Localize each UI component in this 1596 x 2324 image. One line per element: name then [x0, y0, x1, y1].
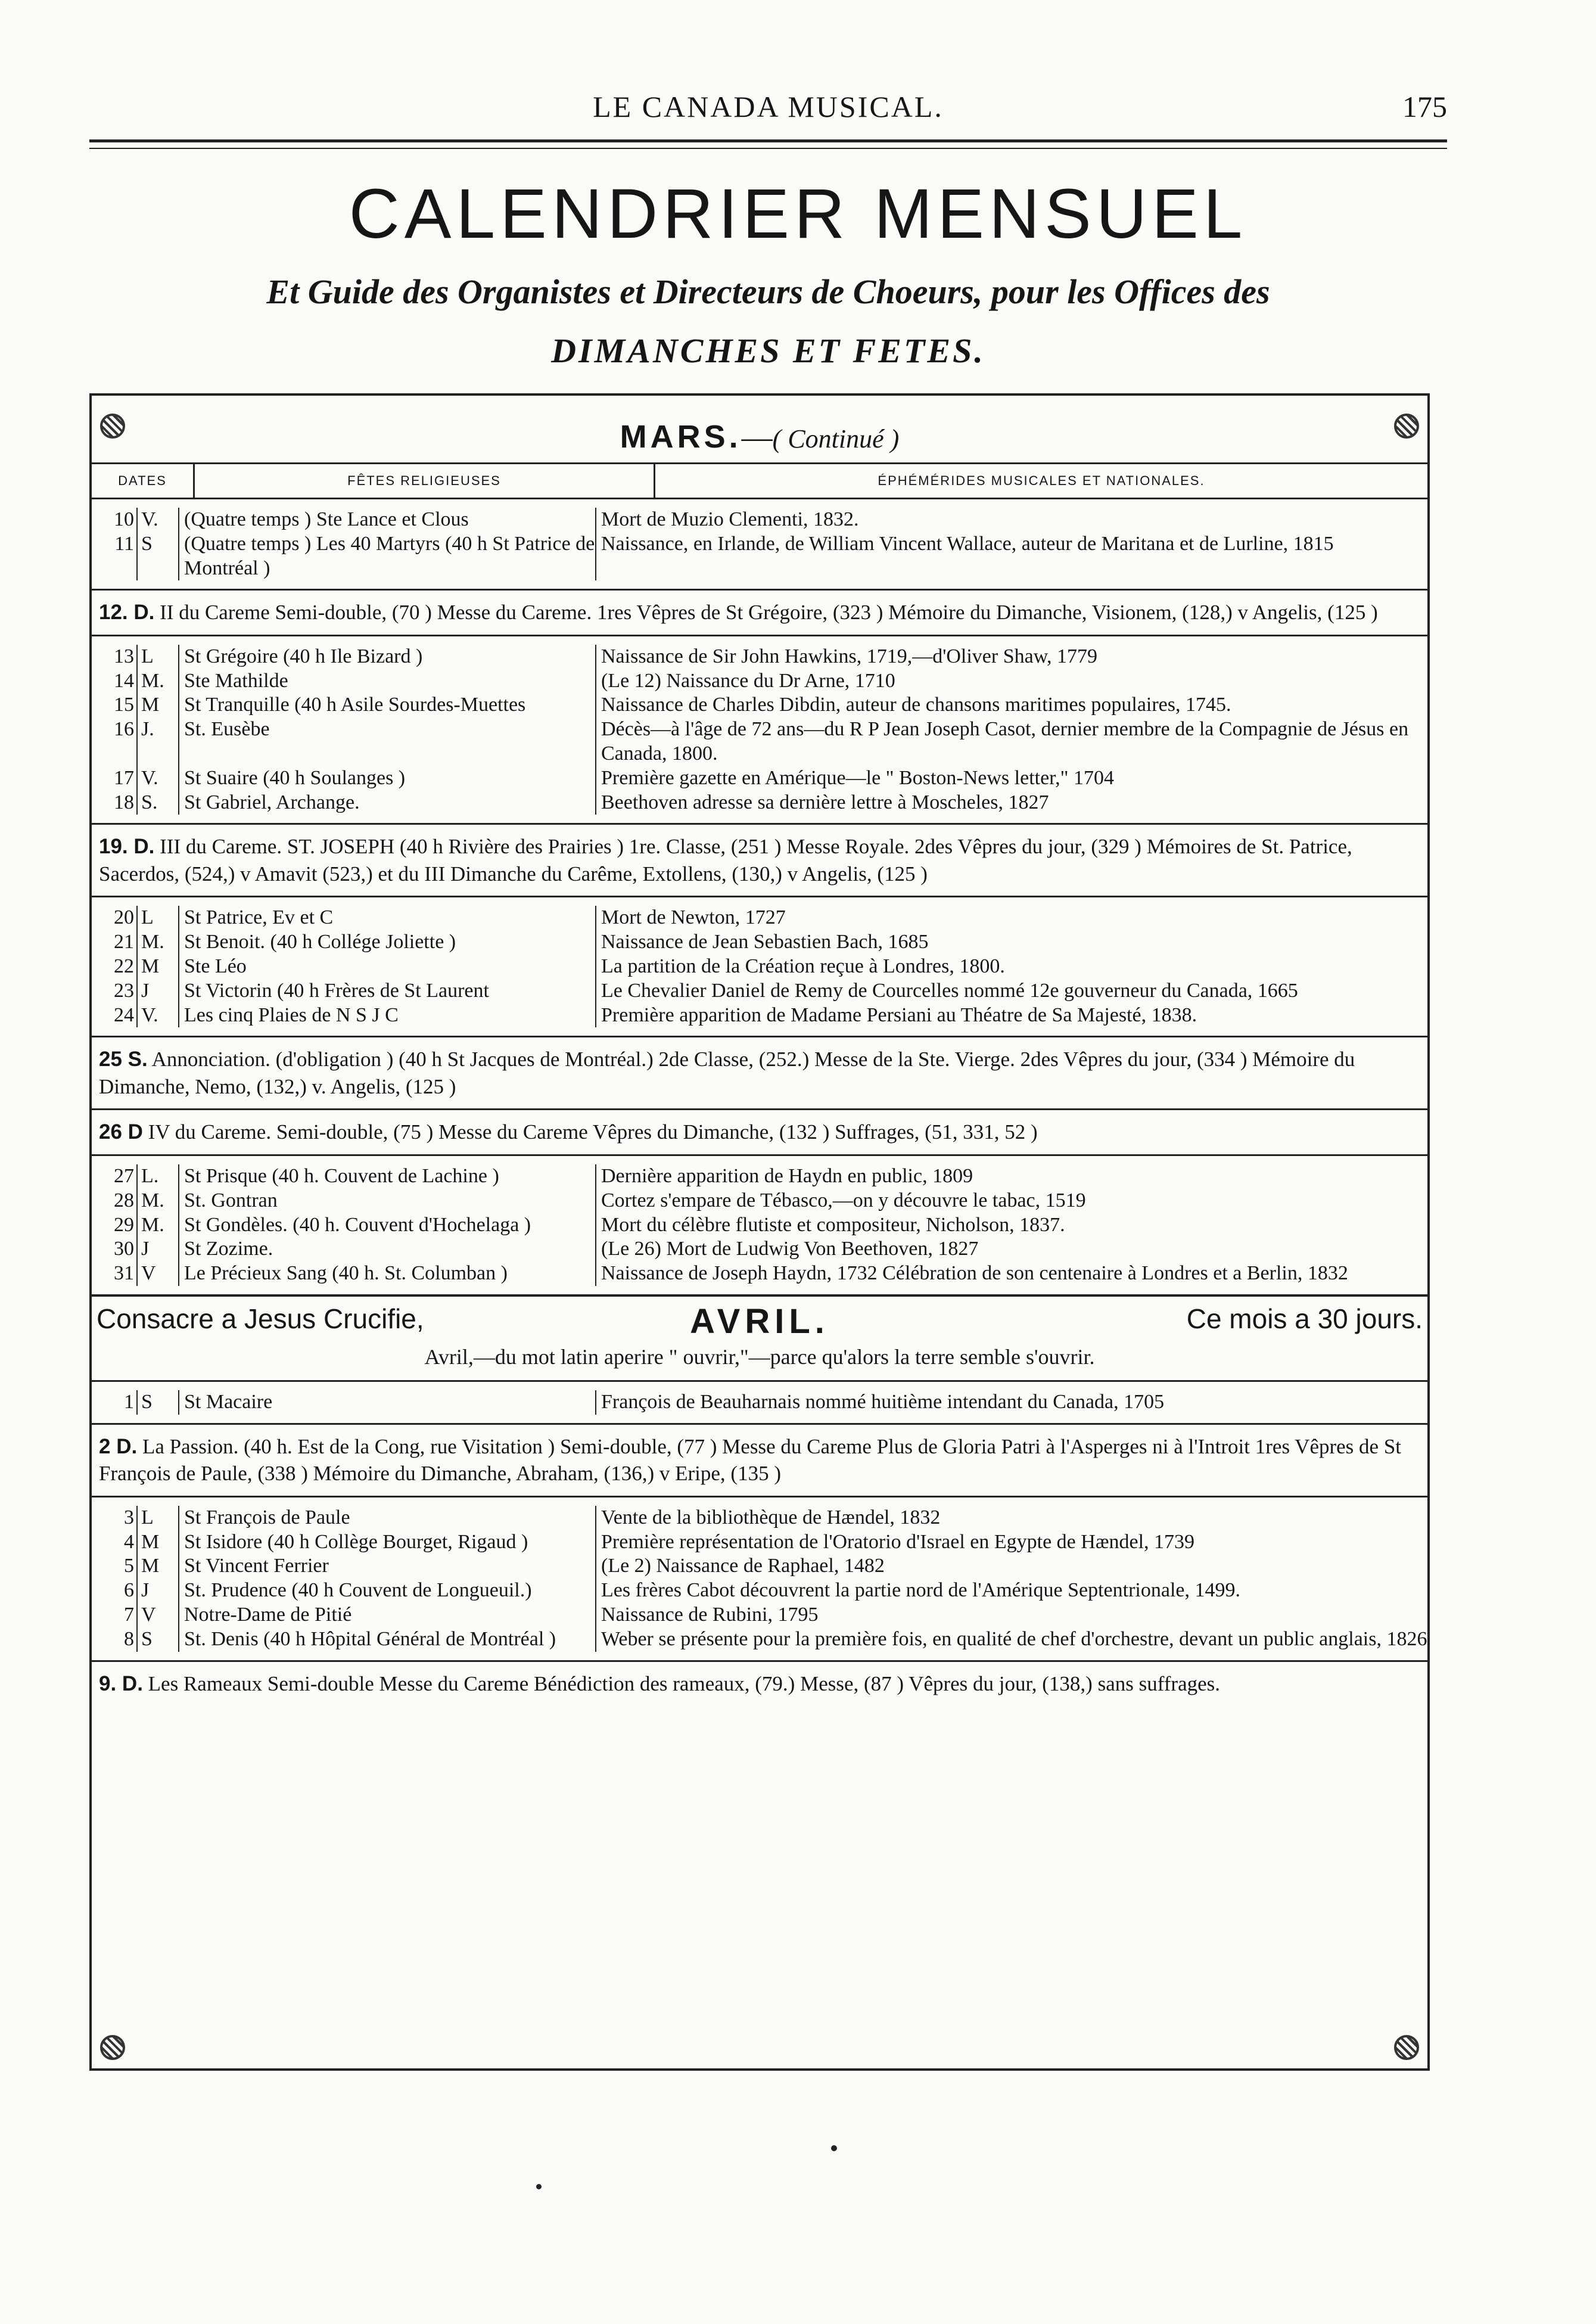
march-header — [92, 396, 1427, 464]
day-number: 17 — [114, 766, 134, 789]
sunday-entry — [92, 1660, 1427, 1706]
print-speck — [536, 2184, 542, 2189]
weekday: V. — [136, 508, 178, 532]
day-number: 18 — [114, 791, 134, 813]
col-header-ephemerides: ÉPHÉMÉRIDES MUSICALES ET NATIONALES. — [878, 473, 1205, 488]
ephemeris-note: Naissance de Charles Dibdin, auteur de chansons maritimes populaires, 1745. — [595, 693, 1427, 717]
sunday-line — [92, 1118, 1427, 1146]
weekday: S — [136, 532, 178, 581]
day-number: 29 — [114, 1213, 134, 1236]
calendar-row — [92, 693, 1427, 717]
march-entries — [92, 499, 1427, 1294]
weekday: V. — [136, 1003, 178, 1028]
religious-feast: Notre-Dame de Pitié — [178, 1603, 595, 1627]
weekday: S — [136, 1627, 178, 1652]
weekday: M — [136, 1554, 178, 1579]
day-number: 22 — [114, 955, 134, 978]
calendar-row — [92, 1554, 1427, 1579]
calendar-row — [92, 955, 1427, 979]
sunday-date: 26 D — [99, 1120, 143, 1144]
religious-feast: St Tranquille (40 h Asile Sourdes-Muettes — [178, 693, 595, 717]
ephemeris-note: Mort de Newton, 1727 — [595, 906, 1427, 930]
weekday-group — [92, 896, 1427, 1036]
sunday-office-text: IV du Careme. Semi-double, (75 ) Messe du Careme Vêpres du Dimanche, (132 ) Suffrages, (51, 331, 52 ) — [148, 1120, 1038, 1144]
calendar-row — [92, 1164, 1427, 1189]
calendar-row — [92, 1579, 1427, 1603]
ornament-icon — [100, 2035, 125, 2060]
calendar-row — [92, 1603, 1427, 1627]
ephemeris-note: Beethoven adresse sa dernière lettre à Moscheles, 1827 — [595, 791, 1427, 815]
religious-feast: St Patrice, Ev et C — [178, 906, 595, 930]
sunday-date: 19. D. — [99, 835, 155, 859]
calendar-row — [92, 791, 1427, 815]
religious-feast: St. Prudence (40 h Couvent de Longueuil.) — [178, 1579, 595, 1603]
day-number: 11 — [114, 532, 134, 555]
calendar-row — [92, 1627, 1427, 1652]
ephemeris-note: François de Beauharnais nommé huitième intendant du Canada, 1705 — [595, 1390, 1427, 1415]
day-number: 3 — [124, 1506, 134, 1528]
religious-feast: St Victorin (40 h Frères de St Laurent — [178, 979, 595, 1003]
header-rule-thin — [89, 148, 1447, 149]
running-title: LE CANADA MUSICAL. — [593, 90, 944, 123]
weekday: L — [136, 906, 178, 930]
religious-feast: Ste Léo — [178, 955, 595, 979]
col-header-fetes: FÊTES RELIGIEUSES — [195, 464, 655, 498]
day-number: 1 — [124, 1390, 134, 1413]
religious-feast: St Vincent Ferrier — [178, 1554, 595, 1579]
weekday: S — [136, 1390, 178, 1415]
calendar-row — [92, 1506, 1427, 1530]
sunday-entry — [92, 1108, 1427, 1154]
ephemeris-note: Première apparition de Madame Persiani au Théatre de Sa Majesté, 1838. — [595, 1003, 1427, 1028]
religious-feast: St Zozime. — [178, 1237, 595, 1262]
sunday-date: 12. D. — [99, 601, 155, 625]
religious-feast: St. Eusèbe — [178, 717, 595, 766]
ephemeris-note: Première représentation de l'Oratorio d'Israel en Egypte de Hændel, 1739 — [595, 1530, 1427, 1555]
religious-feast: Ste Mathilde — [178, 669, 595, 694]
april-entries — [92, 1382, 1427, 1705]
weekday: M. — [136, 1213, 178, 1238]
sunday-office-text: II du Careme Semi-double, (70 ) Messe du Careme. 1res Vêpres de St Grégoire, (323 ) Mémoire du Dimanche, Visionem, (128,) v Angelis, (125 ) — [160, 601, 1378, 625]
day-number: 20 — [114, 906, 134, 929]
weekday: V — [136, 1603, 178, 1627]
ephemeris-note: Mort du célèbre flutiste et compositeur, Nicholson, 1837. — [595, 1213, 1427, 1238]
sunday-line — [92, 1433, 1427, 1487]
weekday-group — [92, 635, 1427, 824]
religious-feast: St Macaire — [178, 1390, 595, 1415]
sunday-line — [92, 1046, 1427, 1100]
main-title: CALENDRIER MENSUEL — [349, 175, 1247, 253]
weekday: V — [136, 1262, 178, 1286]
religious-feast: St Prisque (40 h. Couvent de Lachine ) — [178, 1164, 595, 1189]
ephemeris-note: Naissance de Rubini, 1795 — [595, 1603, 1427, 1627]
day-number: 24 — [114, 1003, 134, 1026]
weekday: J — [136, 979, 178, 1003]
ephemeris-note: Naissance, en Irlande, de William Vincent Wallace, auteur de Maritana et de Lurline, 1815 — [595, 532, 1427, 581]
sunday-date: 9. D. — [99, 1671, 143, 1695]
day-number: 6 — [124, 1579, 134, 1602]
ephemeris-note: Naissance de Jean Sebastien Bach, 1685 — [595, 930, 1427, 955]
print-speck — [831, 2145, 837, 2151]
religious-feast: St Suaire (40 h Soulanges ) — [178, 766, 595, 791]
sunday-line — [92, 1670, 1427, 1698]
ephemeris-note: La partition de la Création reçue à Londres, 1800. — [595, 955, 1427, 979]
calendar-row — [92, 1390, 1427, 1415]
month-title-march: MARS. — [620, 419, 742, 455]
ephemeris-note: Les frères Cabot découvrent la partie nord de l'Amérique Septentrionale, 1499. — [595, 1579, 1427, 1603]
day-number: 14 — [114, 669, 134, 692]
ephemeris-note: Dernière apparition de Haydn en public, 1809 — [595, 1164, 1427, 1189]
weekday: J — [136, 1579, 178, 1603]
weekday: S. — [136, 791, 178, 815]
ephemeris-note: Le Chevalier Daniel de Remy de Courcelles nommé 12e gouverneur du Canada, 1665 — [595, 979, 1427, 1003]
day-number: 27 — [114, 1164, 134, 1187]
religious-feast: (Quatre temps ) Ste Lance et Clous — [178, 508, 595, 532]
sunday-office-text: Les Rameaux Semi-double Messe du Careme Bénédiction des rameaux, (79.) Messe, (87 ) Vêpres du jour, (138,) sans suffrages. — [148, 1671, 1221, 1695]
calendar-row — [92, 1530, 1427, 1555]
month-title-april: AVRIL. — [690, 1301, 829, 1341]
day-number: 4 — [124, 1530, 134, 1553]
weekday: V. — [136, 766, 178, 791]
religious-feast: St Isidore (40 h Collège Bourget, Rigaud ) — [178, 1530, 595, 1555]
religious-feast: Les cinq Plaies de N S J C — [178, 1003, 595, 1028]
page-number: 175 — [1402, 90, 1447, 123]
weekday: M. — [136, 930, 178, 955]
continued-label: ( Continué ) — [772, 424, 900, 453]
day-number: 15 — [114, 694, 134, 716]
weekday-group — [92, 499, 1427, 589]
calendar-box — [89, 393, 1430, 2071]
weekday-group — [92, 1154, 1427, 1294]
religious-feast: St Grégoire (40 h Ile Bizard ) — [178, 645, 595, 669]
weekday-group — [92, 1382, 1427, 1423]
ephemeris-note: Cortez s'empare de Tébasco,—on y découvre le tabac, 1519 — [595, 1189, 1427, 1213]
weekday: L. — [136, 1164, 178, 1189]
calendar-row — [92, 717, 1427, 766]
april-etymology-note: Avril,—du mot latin aperire " ouvrir,"—parce qu'alors la terre semble s'ouvrir. — [424, 1344, 1095, 1369]
calendar-row — [92, 1237, 1427, 1262]
weekday: M. — [136, 1189, 178, 1213]
weekday: M — [136, 693, 178, 717]
ephemeris-note: (Le 2) Naissance de Raphael, 1482 — [595, 1554, 1427, 1579]
running-head — [89, 89, 1447, 131]
weekday: L — [136, 1506, 178, 1530]
religious-feast: St Benoit. (40 h Collége Joliette ) — [178, 930, 595, 955]
sunday-line — [92, 833, 1427, 887]
sunday-line — [92, 599, 1427, 626]
weekday: M — [136, 1530, 178, 1555]
subtitle: Et Guide des Organistes et Directeurs de Choeurs, pour les Offices des — [266, 272, 1270, 311]
day-number: 13 — [114, 645, 134, 667]
ephemeris-note: Naissance de Sir John Hawkins, 1719,—d'Oliver Shaw, 1779 — [595, 645, 1427, 669]
sunday-entry — [92, 589, 1427, 635]
sunday-date: 25 S. — [99, 1048, 148, 1071]
ephemeris-note: Vente de la bibliothèque de Hændel, 1832 — [595, 1506, 1427, 1530]
ephemeris-note: Première gazette en Amérique—le " Boston-News letter," 1704 — [595, 766, 1427, 791]
ephemeris-note: Naissance de Joseph Haydn, 1732 Célébration de son centenaire à Londres et a Berlin, 1832 — [595, 1262, 1427, 1286]
day-number: 5 — [124, 1555, 134, 1577]
calendar-row — [92, 906, 1427, 930]
day-number: 8 — [124, 1627, 134, 1650]
sunday-entry — [92, 1423, 1427, 1496]
april-day-count: Ce mois a 30 jours. — [1186, 1303, 1423, 1334]
religious-feast: St. Gontran — [178, 1189, 595, 1213]
april-header — [92, 1294, 1427, 1382]
religious-feast: Le Précieux Sang (40 h. St. Columban ) — [178, 1262, 595, 1286]
day-number: 16 — [114, 718, 134, 741]
sunday-office-text: La Passion. (40 h. Est de la Cong, rue Visitation ) Semi-double, (77 ) Messe du Careme Plus de Gloria Patri à l'Asperges ni à l'Introit 1res Vêpres de St François de Paule, (338 ) Mémoire du Dimanche, Abraham, (136,) v Eripe, (135 ) — [99, 1434, 1402, 1486]
ornament-icon — [1394, 2035, 1419, 2060]
calendar-row — [92, 532, 1427, 581]
ephemeris-note: Décès—à l'âge de 72 ans—du R P Jean Joseph Casot, dernier membre de la Compagnie de Jésus en Canada, 1800. — [595, 717, 1427, 766]
calendar-row — [92, 1003, 1427, 1028]
religious-feast: St Gondèles. (40 h. Couvent d'Hochelaga ) — [178, 1213, 595, 1238]
calendar-row — [92, 645, 1427, 669]
header-rule — [89, 139, 1447, 142]
calendar-row — [92, 1213, 1427, 1238]
ephemeris-note: (Le 12) Naissance du Dr Arne, 1710 — [595, 669, 1427, 694]
title-dash: — — [741, 421, 773, 455]
weekday-group — [92, 1496, 1427, 1660]
religious-feast: (Quatre temps ) Les 40 Martyrs (40 h St Patrice de Montréal ) — [178, 532, 595, 581]
religious-feast: St. Denis (40 h Hôpital Général de Montréal ) — [178, 1627, 595, 1652]
day-number: 28 — [114, 1189, 134, 1211]
religious-feast: St François de Paule — [178, 1506, 595, 1530]
calendar-row — [92, 669, 1427, 694]
calendar-row — [92, 508, 1427, 532]
calendar-row — [92, 1262, 1427, 1286]
march-title-line — [92, 418, 1427, 455]
day-number: 30 — [114, 1238, 134, 1260]
day-number: 21 — [114, 931, 134, 953]
religious-feast: St Gabriel, Archange. — [178, 791, 595, 815]
sunday-date: 2 D. — [99, 1434, 138, 1458]
weekday: M. — [136, 669, 178, 694]
sunday-office-text: III du Careme. ST. JOSEPH (40 h Rivière des Prairies ) 1re. Classe, (251 ) Messe Royale. 2des Vêpres du jour, (329 ) Mémoires de St. Patrice, Sacerdos, (524,) v Amavit (523,) et du III Dimanche du Carême, Extollens, (130,) v Angelis, (125 ) — [99, 835, 1352, 886]
ephemeris-note: (Le 26) Mort de Ludwig Von Beethoven, 1827 — [595, 1237, 1427, 1262]
day-number: 7 — [124, 1603, 134, 1626]
day-number: 31 — [114, 1262, 134, 1285]
calendar-row — [92, 930, 1427, 955]
weekday: J. — [136, 717, 178, 766]
weekday: M — [136, 955, 178, 979]
ephemeris-note: Weber se présente pour la première fois, en qualité de chef d'orchestre, devant un public anglais, 1826 — [595, 1627, 1427, 1652]
sunday-entry — [92, 823, 1427, 896]
weekday: L — [136, 645, 178, 669]
april-dedication: Consacre a Jesus Crucifie, — [97, 1303, 424, 1334]
calendar-row — [92, 979, 1427, 1003]
calendar-row — [92, 1189, 1427, 1213]
column-headers — [92, 464, 1427, 499]
sunday-office-text: Annonciation. (d'obligation ) (40 h St Jacques de Montréal.) 2de Classe, (252.) Messe de la Ste. Vierge. 2des Vêpres du jour, (334 ) Mémoire du Dimanche, Nemo, (132,) v. Angelis, (125 ) — [99, 1048, 1355, 1098]
col-header-dates: DATES — [92, 464, 195, 498]
day-number: 10 — [114, 508, 134, 530]
ephemeris-note: Mort de Muzio Clementi, 1832. — [595, 508, 1427, 532]
subtitle-second-line: DIMANCHES ET FETES. — [551, 331, 985, 370]
sunday-entry — [92, 1036, 1427, 1108]
calendar-row — [92, 766, 1427, 791]
day-number: 23 — [114, 979, 134, 1002]
weekday: J — [136, 1237, 178, 1262]
